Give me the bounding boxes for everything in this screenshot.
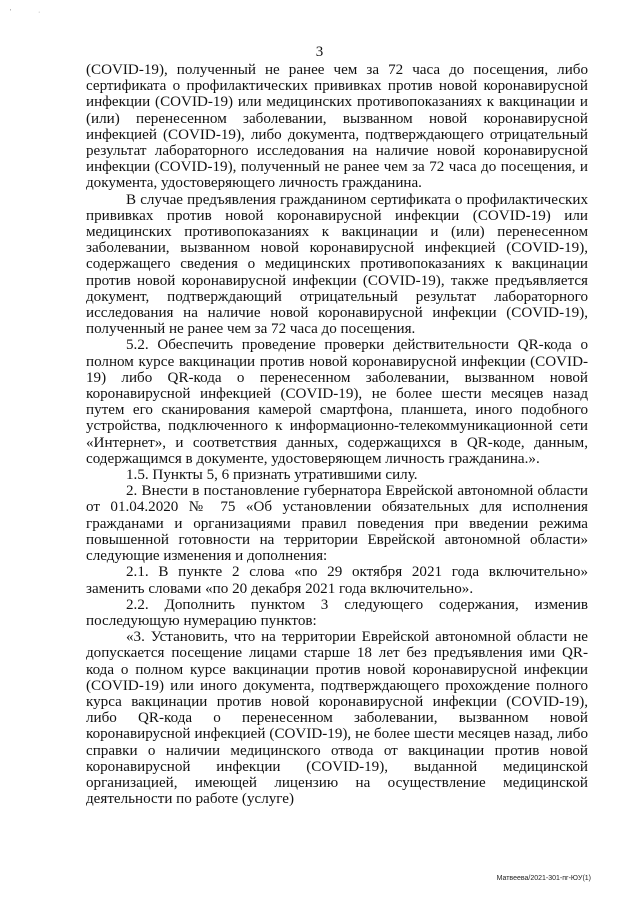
paragraph-point-3-qr-requirement: «3. Установить, что на территории Еврейской автономной области не допускается посещение лицами старше 18 лет без предъявления ими QR-кода о полном курсе вакцинации против новой коронавирусной инфекции (COVID-19) или иного документа, подтверждающего прохождение полного курса вакцинации против новой коронавирусной инфекции (COVID-19), либо QR-кода о перенесенном заболевании, вызванном новой коронавирусной инфекцией (COVID-19), не более шести месяцев назад, либо справки о наличии медицинского отвода от вакцинации против новой коронавирусной инфекции (COVID-19), выданной медицинской организацией, имеющей лицензию на осуществление медицинской деятельности по работе (услуге) bbox=[86, 629, 588, 808]
paragraph-2-amendments: 2. Внести в постановление губернатора Еврейской автономной области от 01.04.2020 № 75 «Об установлении обязательных для исполнения гражданами и организациями правил поведения при введении режима повышенной готовности на территории Еврейской автономной области» следующие изменения и дополнения: bbox=[86, 483, 588, 565]
paragraph-1-5-repeal: 1.5. Пункты 5, 6 признать утратившими силу. bbox=[126, 467, 418, 484]
paragraph-covid-document-continuation: (COVID-19), полученный не ранее чем за 72 часа до посещения, либо сертификата о профилактических прививках против новой коронавирусной инфекции (COVID-19) или медицинских противопоказаниях к вакцинации и (или) перенесенном заболевании, вызванном новой коронавирусной инфекцией (COVID-19), либо документа, подтверждающего отрицательный результат лабораторного исследования на наличие новой коронавирусной инфекции (COVID-19), полученный не ранее чем за 72 часа до посещения, и документа, удостоверяющего личность гражданина. bbox=[86, 62, 588, 192]
page-number: 3 bbox=[315, 44, 324, 60]
footer-document-code: Матвеева/2021-301-пг-ЮУ(1) bbox=[496, 875, 591, 882]
paragraph-5-2-qr-verification: 5.2. Обеспечить проведение проверки действительности QR-кода о полном курсе вакцинации против новой коронавирусной инфекции (COVID-19) либо QR-кода о перенесенном заболевании, вызванном новой коронавирусной инфекцией (COVID-19), не более шести месяцев назад путем его сканирования камерой смартфона, планшета, иного подобного устройства, подключенного к информационно-телекоммуникационной сети «Интернет», и соответствия данных, содержащихся в QR-коде, данным, содержащимся в документе, удостоверяющем личность гражданина.». bbox=[86, 337, 588, 467]
document-body bbox=[86, 62, 588, 807]
paragraph-2-1-date-change: 2.1. В пункте 2 слова «по 29 октября 2021 года включительно» заменить словами «по 20 декабря 2021 года включительно». bbox=[86, 564, 588, 597]
scan-mark: ' bbox=[10, 9, 12, 16]
paragraph-2-2-add-point: 2.2. Дополнить пунктом 3 следующего содержания, изменив последующую нумерацию пунктов: bbox=[86, 596, 588, 629]
scan-mark: · bbox=[38, 9, 41, 16]
paragraph-certificate-contraindications: В случае предъявления гражданином сертификата о профилактических прививках против новой коронавирусной инфекции (COVID-19) или медицинских противопоказаниях к вакцинации и (или) перенесенном заболевании, вызванном новой коронавирусной инфекцией (COVID-19), содержащего сведения о медицинских противопоказаниях к вакцинации против новой коронавирусной инфекции (COVID-19), также предъявляется документ, подтверждающий отрицательный результат лабораторного исследования на наличие новой коронавирусной инфекции (COVID-19), полученный не ранее чем за 72 часа до посещения. bbox=[86, 191, 588, 338]
